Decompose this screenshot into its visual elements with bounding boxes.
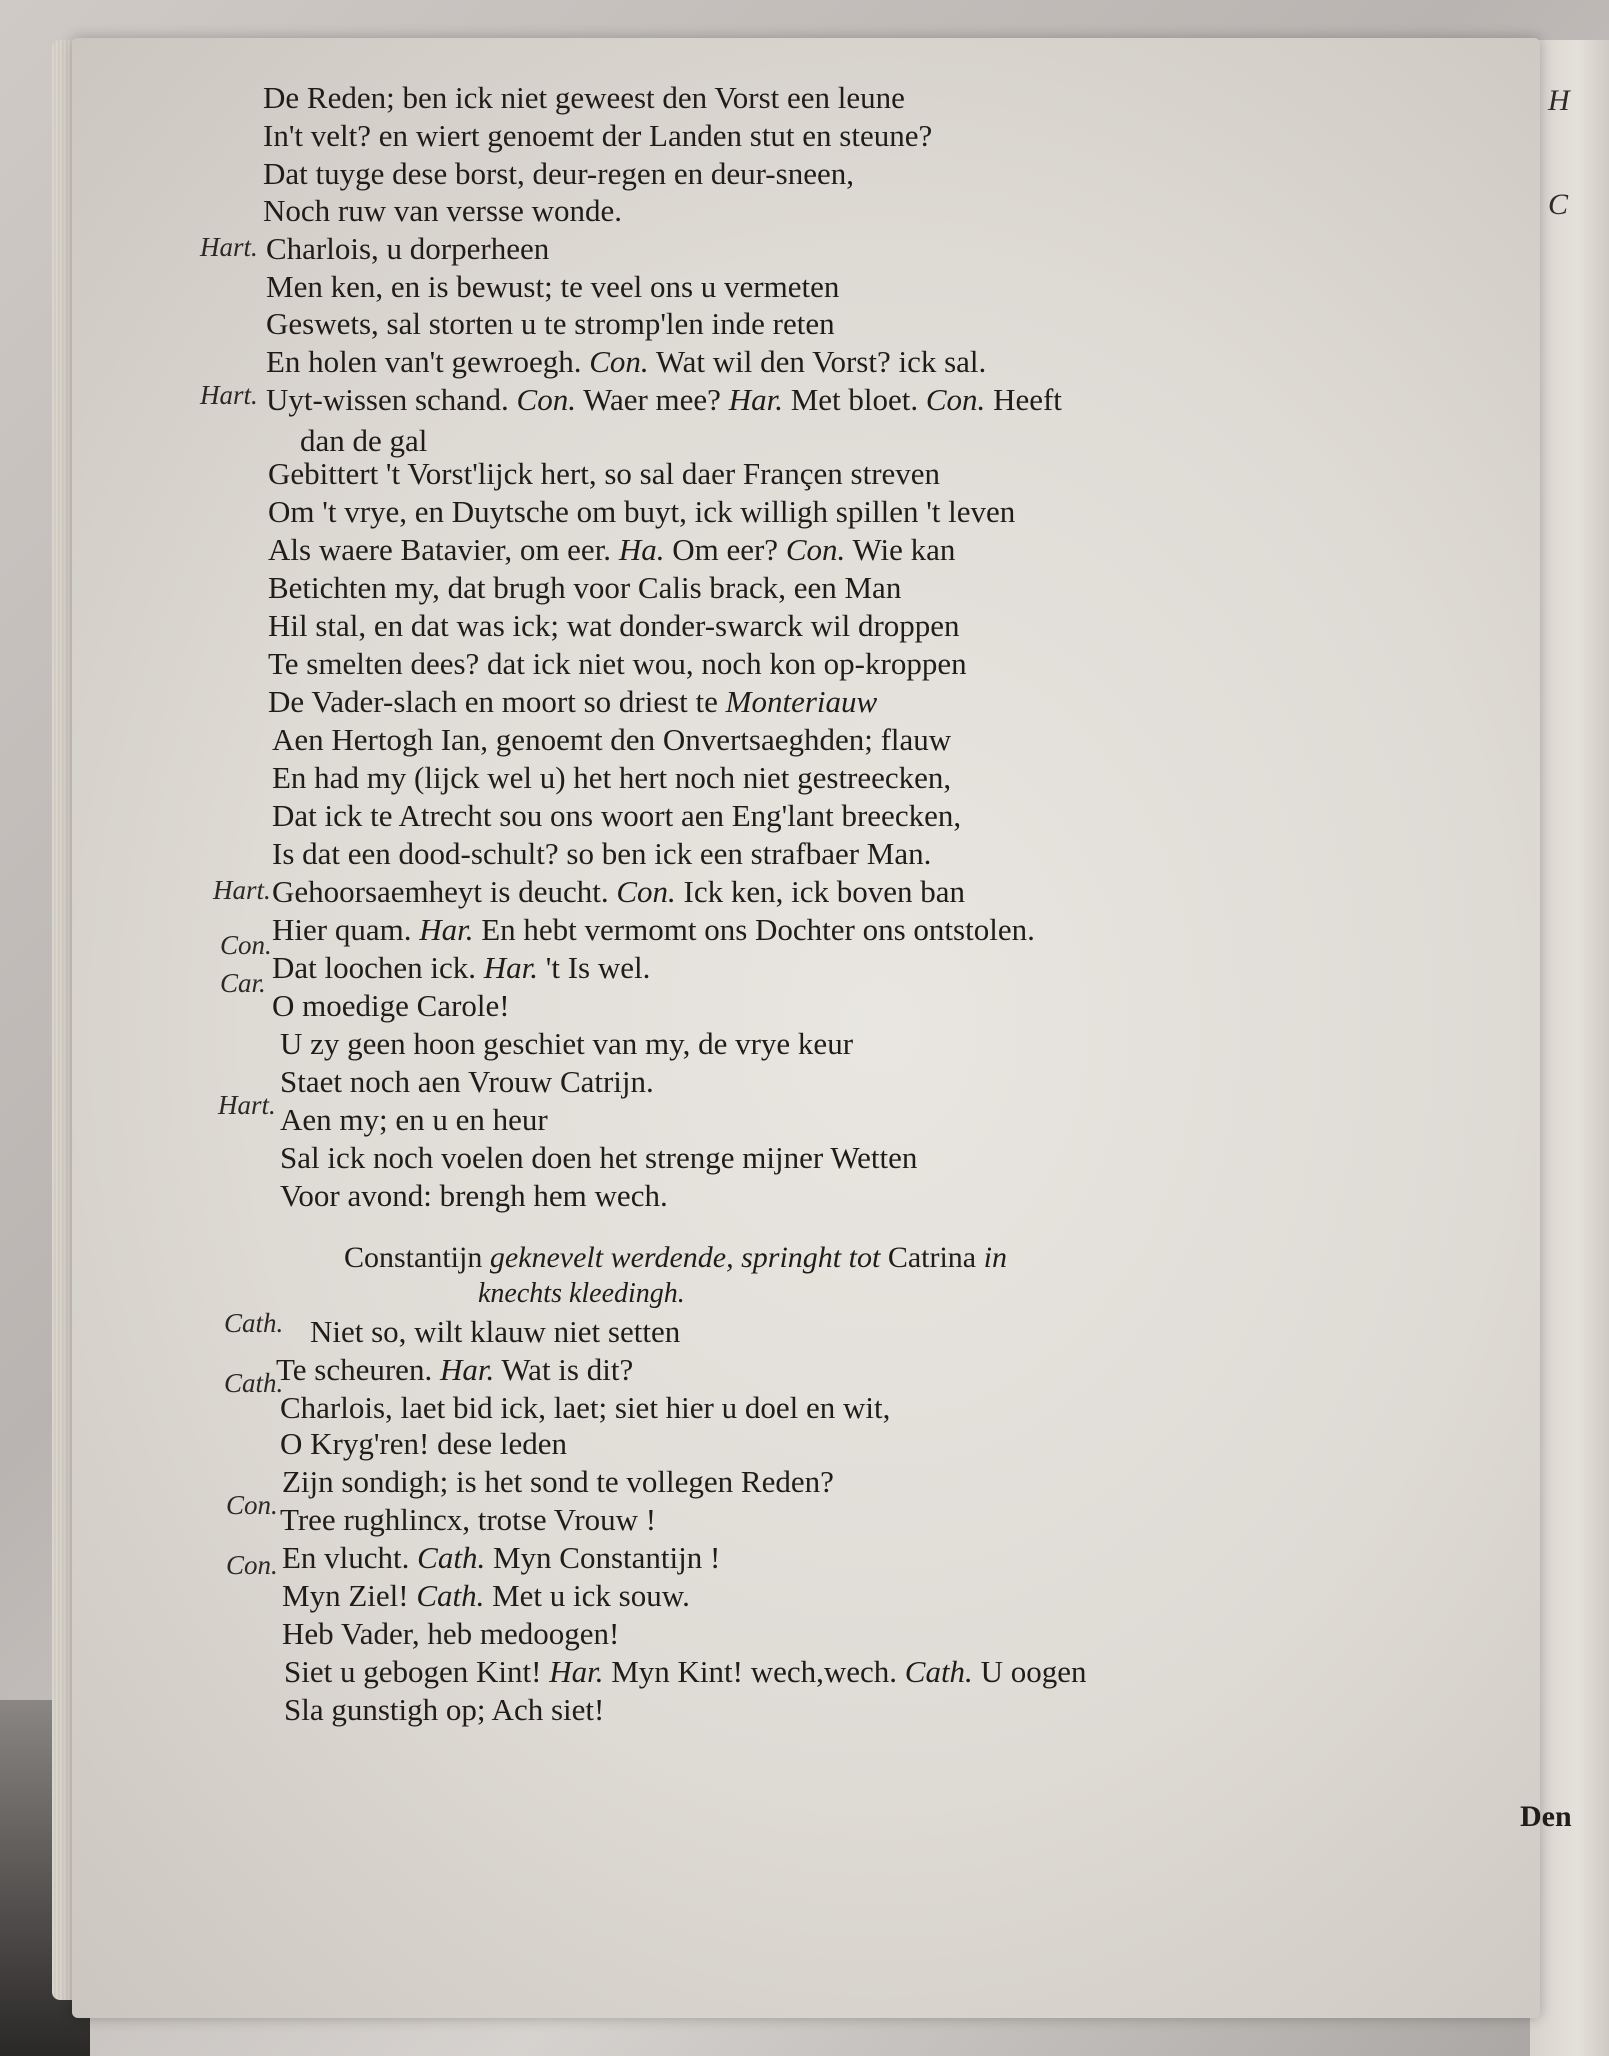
catchword: Den bbox=[1520, 1800, 1572, 1833]
italic-segment: Monteriauw bbox=[725, 684, 878, 719]
italic-segment: Con. bbox=[616, 874, 676, 909]
text-segment: Men ken, en is bewust; te veel ons u vermeten bbox=[266, 269, 840, 304]
italic-segment: Cath. bbox=[416, 1578, 485, 1613]
text-line bbox=[272, 836, 931, 872]
italic-segment: Har. bbox=[419, 912, 474, 947]
text-segment: Tree rughlincx, trotse Vrouw ! bbox=[280, 1502, 657, 1537]
text-line bbox=[272, 988, 510, 1024]
italic-segment: Har. bbox=[728, 382, 783, 417]
text-segment: Ick ken, ick boven ban bbox=[675, 874, 966, 909]
text-segment: Om eer? bbox=[664, 532, 786, 567]
text-line bbox=[300, 423, 427, 459]
text-segment: Sla gunstigh op; Ach siet! bbox=[284, 1692, 605, 1727]
text-line bbox=[266, 231, 549, 267]
text-line bbox=[272, 874, 965, 910]
text-line bbox=[272, 912, 1035, 948]
text-segment: 't Is wel. bbox=[538, 950, 651, 985]
speaker-label: Con. bbox=[226, 1490, 278, 1520]
text-line bbox=[280, 1064, 654, 1100]
italic-segment: Har. bbox=[483, 950, 539, 985]
text-segment: Gehoorsaemheyt is deucht. bbox=[272, 874, 617, 909]
italic-segment: Har. bbox=[549, 1654, 604, 1689]
text-line bbox=[272, 950, 650, 986]
speaker-label: Con. bbox=[226, 1550, 278, 1580]
text-line bbox=[268, 608, 960, 644]
text-segment: Sal ick noch voelen doen het strenge mijner Wetten bbox=[280, 1140, 918, 1175]
text-segment: dan de gal bbox=[300, 423, 428, 458]
text-segment: Staet noch aen Vrouw Catrijn. bbox=[280, 1064, 654, 1099]
text-line bbox=[268, 646, 967, 682]
text-line bbox=[272, 722, 951, 758]
text-line bbox=[268, 494, 1015, 530]
text-segment: Dat tuyge dese borst, deur-regen en deur-sneen, bbox=[263, 156, 854, 191]
text-line bbox=[280, 1026, 853, 1062]
text-segment: Myn Kint! wech,wech. bbox=[603, 1654, 905, 1689]
italic-segment: knechts kleedingh. bbox=[478, 1278, 685, 1309]
text-segment: En hebt vermomt ons Dochter ons ontstolen. bbox=[473, 912, 1035, 947]
text-line bbox=[280, 1426, 567, 1462]
speaker-label: Hart. bbox=[200, 232, 258, 262]
text-line bbox=[282, 1464, 834, 1500]
text-segment: Wat wil den Vorst? ick sal. bbox=[648, 344, 987, 379]
text-line bbox=[280, 1390, 890, 1426]
text-segment: Aen my; en u en heur bbox=[280, 1102, 548, 1137]
text-segment: O Kryg'ren! dese leden bbox=[280, 1426, 568, 1461]
speaker-label: Hart. bbox=[218, 1090, 276, 1120]
text-line bbox=[276, 1352, 633, 1388]
text-segment: De Vader-slach en moort so driest te bbox=[268, 684, 726, 719]
text-segment: Catrina bbox=[880, 1241, 984, 1274]
text-line bbox=[282, 1540, 720, 1576]
text-segment: O moedige Carole! bbox=[272, 988, 510, 1023]
text-line bbox=[263, 118, 932, 154]
speaker-label: Hart. bbox=[213, 875, 271, 905]
text-line bbox=[263, 156, 854, 192]
text-line bbox=[280, 1140, 917, 1176]
text-segment: Is dat een dood-schult? so ben ick een strafbaer Man. bbox=[272, 836, 932, 871]
text-segment: Dat ick te Atrecht sou ons woort aen Eng'lant breecken, bbox=[272, 798, 962, 833]
italic-segment: Con. bbox=[516, 382, 576, 417]
book-page bbox=[72, 38, 1572, 2018]
italic-segment: Cath. bbox=[417, 1540, 486, 1575]
text-segment: U oogen bbox=[972, 1654, 1087, 1689]
text-segment: Om 't vrye, en Duytsche om buyt, ick willigh spillen 't leven bbox=[268, 494, 1016, 529]
text-segment: Voor avond: brengh hem wech. bbox=[280, 1178, 668, 1213]
text-segment: Wat is dit? bbox=[494, 1352, 634, 1387]
text-line bbox=[263, 193, 622, 229]
text-segment: Te scheuren. bbox=[276, 1352, 440, 1387]
text-line bbox=[272, 760, 951, 796]
text-line bbox=[280, 1178, 668, 1214]
italic-segment: Con. bbox=[589, 344, 649, 379]
speaker-label: Car. bbox=[220, 968, 266, 998]
text-segment: In't velt? en wiert genoemt der Landen stut en steune? bbox=[263, 118, 933, 153]
text-line bbox=[268, 570, 901, 606]
text-segment: Aen Hertogh Ian, genoemt den Onvertsaeghden; flauw bbox=[272, 722, 952, 757]
text-segment: Siet u gebogen Kint! bbox=[284, 1654, 550, 1689]
text-segment: Niet so, wilt klauw niet setten bbox=[310, 1314, 681, 1349]
text-line bbox=[282, 1616, 619, 1652]
text-line bbox=[266, 344, 986, 380]
text-line bbox=[266, 382, 1062, 418]
italic-segment: Cath. bbox=[904, 1654, 973, 1689]
text-segment: Hil stal, en dat was ick; wat donder-swarck wil droppen bbox=[268, 608, 960, 643]
text-segment: Als waere Batavier, om eer. bbox=[268, 532, 619, 567]
text-segment: Gebittert 't Vorst'lijck hert, so sal daer Françen streven bbox=[268, 456, 941, 491]
text-segment: En holen van't gewroegh. bbox=[266, 344, 590, 379]
text-line bbox=[266, 306, 835, 342]
text-line bbox=[263, 80, 905, 116]
text-segment: Wie kan bbox=[845, 532, 956, 567]
text-line bbox=[284, 1692, 604, 1728]
text-segment: Met u ick souw. bbox=[484, 1578, 690, 1613]
text-segment: Uyt-wissen schand. bbox=[266, 382, 517, 417]
text-line bbox=[268, 532, 955, 568]
text-line bbox=[282, 1578, 690, 1614]
text-line bbox=[268, 684, 877, 720]
text-line bbox=[266, 269, 839, 305]
italic-segment: Ha. bbox=[618, 532, 665, 567]
text-segment: Met bloet. bbox=[782, 382, 926, 417]
text-segment: Waer mee? bbox=[575, 382, 729, 417]
text-segment: Noch ruw van versse wonde. bbox=[263, 193, 622, 228]
text-line bbox=[344, 1240, 1007, 1276]
text-segment: Geswets, sal storten u te stromp'len inde reten bbox=[266, 306, 835, 341]
text-segment: Dat loochen ick. bbox=[272, 950, 484, 985]
italic-segment: Con. bbox=[785, 532, 846, 567]
text-segment: Te smelten dees? dat ick niet wou, noch kon op-kroppen bbox=[268, 646, 967, 681]
text-segment: Heb Vader, heb medoogen! bbox=[282, 1616, 620, 1651]
text-segment: De Reden; ben ick niet geweest den Vorst een leune bbox=[263, 80, 905, 115]
text-line bbox=[478, 1276, 685, 1312]
text-segment: Charlois, u dorperheen bbox=[266, 231, 550, 266]
text-line bbox=[272, 798, 961, 834]
italic-segment: in bbox=[983, 1241, 1007, 1274]
next-page-edge bbox=[1530, 40, 1609, 2056]
text-line bbox=[268, 456, 940, 492]
text-segment: Heeft bbox=[985, 382, 1062, 417]
text-segment: U zy geen hoon geschiet van my, de vrye keur bbox=[280, 1026, 854, 1061]
speaker-label: Cath. bbox=[224, 1308, 284, 1338]
next-page-fragment: H bbox=[1548, 84, 1570, 117]
text-segment: Myn Constantijn ! bbox=[485, 1540, 721, 1575]
text-segment: Myn Ziel! bbox=[282, 1578, 417, 1613]
text-line bbox=[280, 1102, 548, 1138]
italic-segment: Har. bbox=[439, 1352, 495, 1387]
text-segment: Constantijn bbox=[344, 1241, 490, 1274]
text-segment: Betichten my, dat brugh voor Calis brack, een Man bbox=[268, 570, 902, 605]
next-page-fragment: C bbox=[1548, 188, 1569, 221]
text-line bbox=[284, 1654, 1086, 1690]
speaker-label: Cath. bbox=[224, 1368, 284, 1398]
italic-segment: geknevelt werdende, springht tot bbox=[489, 1241, 881, 1274]
text-line bbox=[310, 1314, 680, 1350]
text-segment: Charlois, laet bid ick, laet; siet hier u doel en wit, bbox=[280, 1390, 891, 1425]
speaker-label: Hart. bbox=[200, 380, 258, 410]
text-segment: Zijn sondigh; is het sond te vollegen Reden? bbox=[282, 1464, 834, 1499]
italic-segment: Con. bbox=[925, 382, 986, 417]
text-segment: En vlucht. bbox=[282, 1540, 418, 1575]
text-segment: En had my (lijck wel u) het hert noch niet gestreecken, bbox=[272, 760, 952, 795]
text-line bbox=[280, 1502, 656, 1538]
text-segment: Hier quam. bbox=[272, 912, 420, 947]
speaker-label: Con. bbox=[220, 930, 272, 960]
